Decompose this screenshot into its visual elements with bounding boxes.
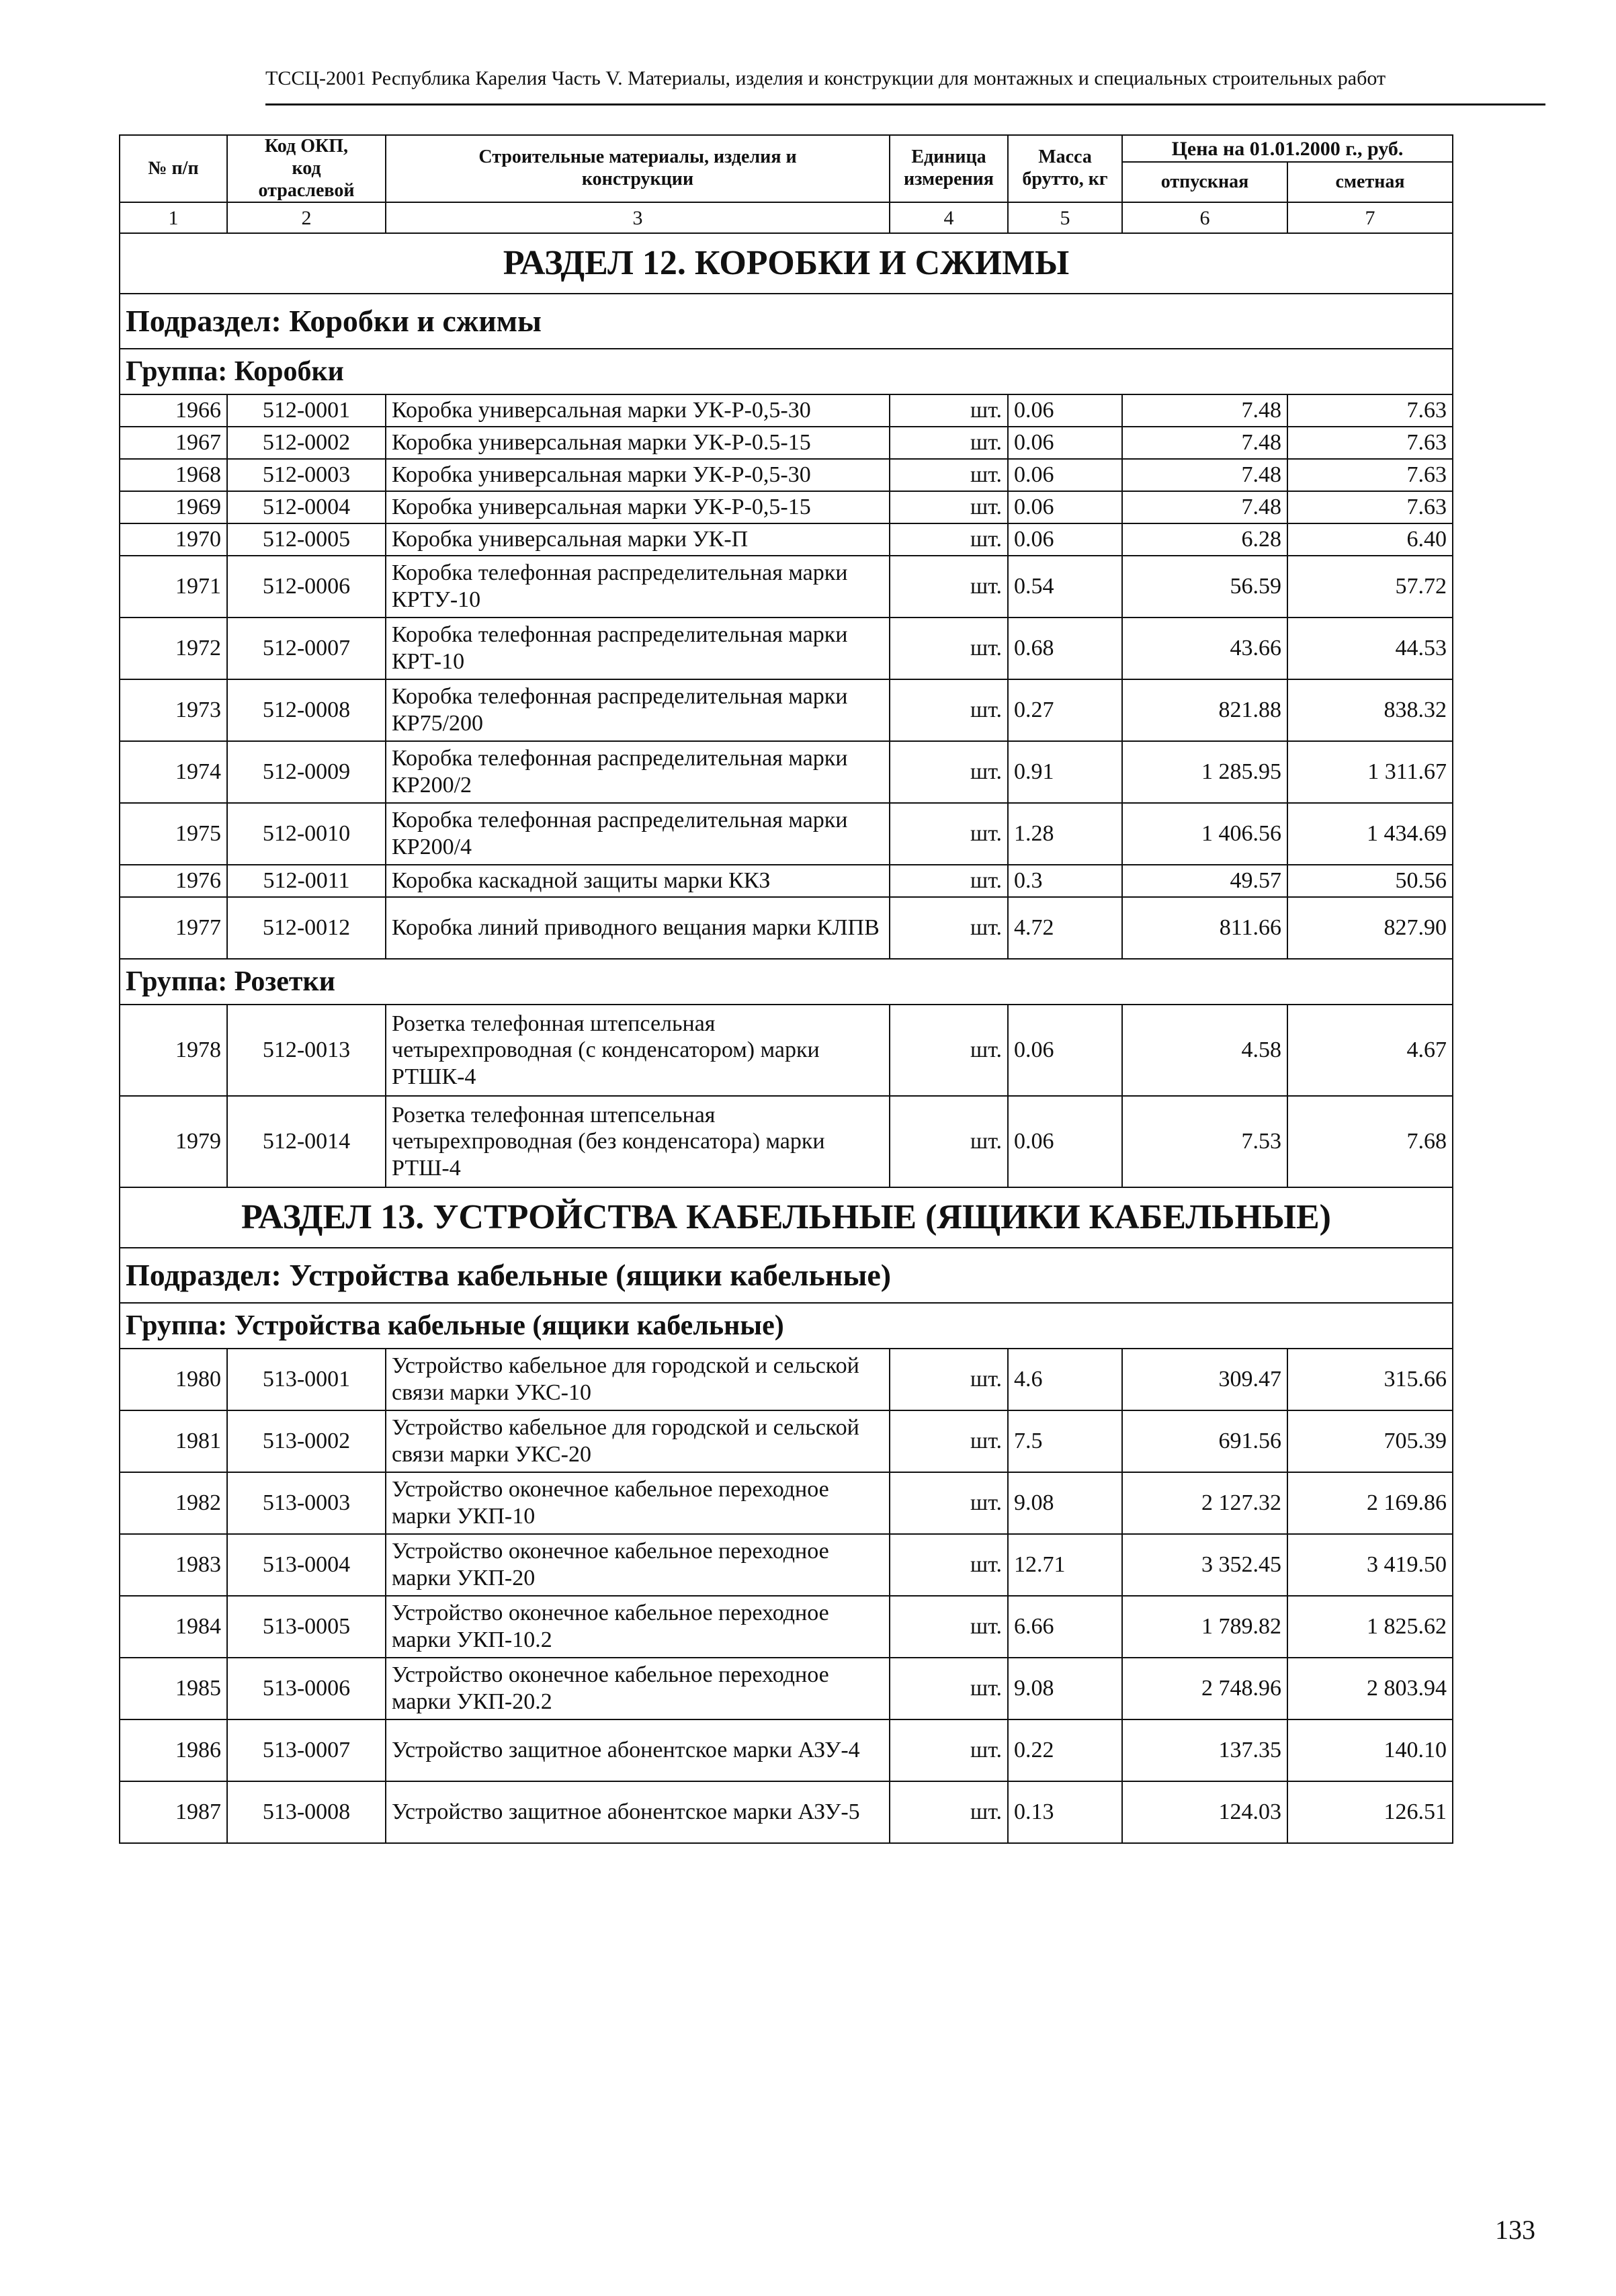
- cell-mass: 9.08: [1008, 1472, 1122, 1534]
- subsection-title-row: [120, 294, 1453, 349]
- cell-price-estimate: 4.67: [1287, 1005, 1453, 1096]
- cell-number: 1970: [120, 523, 227, 556]
- cell-price-release: 43.66: [1122, 618, 1287, 679]
- cell-unit: шт.: [890, 897, 1008, 959]
- col-header-name-line2: конструкции: [581, 169, 694, 190]
- column-number: 6: [1122, 202, 1287, 233]
- price-table: [119, 134, 1453, 1844]
- cell-price-release: 7.48: [1122, 491, 1287, 523]
- cell-unit: шт.: [890, 1596, 1008, 1658]
- cell-mass: 0.13: [1008, 1781, 1122, 1843]
- col-header-price-release: отпускная: [1122, 162, 1287, 202]
- cell-name: Устройство кабельное для городской и сельской связи марки УКС-20: [386, 1410, 890, 1472]
- cell-mass: 0.06: [1008, 523, 1122, 556]
- cell-code: 513-0002: [227, 1410, 386, 1472]
- cell-price-release: 137.35: [1122, 1719, 1287, 1781]
- cell-number: 1969: [120, 491, 227, 523]
- group-title: Группа: Устройства кабельные (ящики кабельные): [120, 1303, 1453, 1349]
- cell-price-estimate: 827.90: [1287, 897, 1453, 959]
- column-number: 2: [227, 202, 386, 233]
- cell-number: 1987: [120, 1781, 227, 1843]
- table-row: [120, 491, 1453, 523]
- cell-mass: 0.27: [1008, 679, 1122, 741]
- cell-number: 1968: [120, 459, 227, 491]
- cell-price-estimate: 705.39: [1287, 1410, 1453, 1472]
- table-row: [120, 1596, 1453, 1658]
- cell-unit: шт.: [890, 865, 1008, 897]
- cell-mass: 4.72: [1008, 897, 1122, 959]
- cell-price-estimate: 2 169.86: [1287, 1472, 1453, 1534]
- cell-unit: шт.: [890, 1349, 1008, 1410]
- col-header-unit: [890, 135, 1008, 202]
- cell-unit: шт.: [890, 1472, 1008, 1534]
- table-row: [120, 1005, 1453, 1096]
- section-title: РАЗДЕЛ 13. УСТРОЙСТВА КАБЕЛЬНЫЕ (ЯЩИКИ КАБЕЛЬНЫЕ): [120, 1187, 1453, 1248]
- cell-mass: 6.66: [1008, 1596, 1122, 1658]
- cell-number: 1966: [120, 394, 227, 427]
- cell-name: Устройство оконечное кабельное переходное марки УКП-10.2: [386, 1596, 890, 1658]
- cell-number: 1982: [120, 1472, 227, 1534]
- col-header-price-estimate: сметная: [1287, 162, 1453, 202]
- table-row: [120, 1534, 1453, 1596]
- cell-mass: 0.91: [1008, 741, 1122, 803]
- cell-number: 1972: [120, 618, 227, 679]
- cell-code: 513-0007: [227, 1719, 386, 1781]
- cell-mass: 9.08: [1008, 1658, 1122, 1719]
- table-row: [120, 803, 1453, 865]
- col-header-name: [386, 135, 890, 202]
- group-title-row: [120, 1303, 1453, 1349]
- cell-number: 1980: [120, 1349, 227, 1410]
- column-number: 3: [386, 202, 890, 233]
- cell-price-estimate: 2 803.94: [1287, 1658, 1453, 1719]
- cell-name: Коробка телефонная распределительная марки КР200/4: [386, 803, 890, 865]
- group-title-row: [120, 959, 1453, 1005]
- cell-code: 513-0005: [227, 1596, 386, 1658]
- cell-price-release: 2 748.96: [1122, 1658, 1287, 1719]
- cell-code: 512-0009: [227, 741, 386, 803]
- cell-name: Коробка универсальная марки УК-П: [386, 523, 890, 556]
- cell-price-estimate: 50.56: [1287, 865, 1453, 897]
- table-row: [120, 427, 1453, 459]
- cell-price-release: 1 285.95: [1122, 741, 1287, 803]
- col-header-mass: [1008, 135, 1122, 202]
- col-header-code-line1: Код ОКП,: [264, 136, 349, 157]
- cell-price-estimate: 315.66: [1287, 1349, 1453, 1410]
- cell-code: 512-0012: [227, 897, 386, 959]
- cell-price-release: 7.53: [1122, 1096, 1287, 1187]
- cell-unit: шт.: [890, 523, 1008, 556]
- column-number: 1: [120, 202, 227, 233]
- cell-name: Розетка телефонная штепсельная четырехпроводная (без конденсатора) марки РТШ-4: [386, 1096, 890, 1187]
- table-row: [120, 459, 1453, 491]
- col-header-mass-line1: Масса: [1038, 146, 1092, 168]
- cell-unit: шт.: [890, 1005, 1008, 1096]
- cell-price-release: 7.48: [1122, 427, 1287, 459]
- cell-code: 512-0001: [227, 394, 386, 427]
- cell-mass: 0.22: [1008, 1719, 1122, 1781]
- cell-price-release: 3 352.45: [1122, 1534, 1287, 1596]
- table-row: [120, 1781, 1453, 1843]
- cell-price-estimate: 6.40: [1287, 523, 1453, 556]
- cell-unit: шт.: [890, 1096, 1008, 1187]
- cell-name: Коробка телефонная распределительная марки КРТ-10: [386, 618, 890, 679]
- cell-unit: шт.: [890, 459, 1008, 491]
- cell-name: Коробка универсальная марки УК-Р-0.5-15: [386, 427, 890, 459]
- cell-number: 1975: [120, 803, 227, 865]
- cell-unit: шт.: [890, 803, 1008, 865]
- cell-unit: шт.: [890, 679, 1008, 741]
- cell-name: Устройство оконечное кабельное переходное марки УКП-20.2: [386, 1658, 890, 1719]
- subsection-title: Подраздел: Коробки и сжимы: [120, 294, 1453, 349]
- cell-mass: 0.06: [1008, 1096, 1122, 1187]
- cell-price-release: 309.47: [1122, 1349, 1287, 1410]
- cell-name: Устройство оконечное кабельное переходное марки УКП-20: [386, 1534, 890, 1596]
- cell-code: 512-0004: [227, 491, 386, 523]
- cell-code: 512-0008: [227, 679, 386, 741]
- cell-mass: 0.54: [1008, 556, 1122, 618]
- table-row: [120, 618, 1453, 679]
- cell-price-release: 811.66: [1122, 897, 1287, 959]
- col-header-code: [227, 135, 386, 202]
- section-title: РАЗДЕЛ 12. КОРОБКИ И СЖИМЫ: [120, 233, 1453, 294]
- cell-mass: 0.68: [1008, 618, 1122, 679]
- col-header-code-line3: отраслевой: [258, 179, 355, 201]
- cell-name: Розетка телефонная штепсельная четырехпроводная (с конденсатором) марки РТШК-4: [386, 1005, 890, 1096]
- table-row: [120, 865, 1453, 897]
- cell-price-release: 1 789.82: [1122, 1596, 1287, 1658]
- table-body: [120, 233, 1453, 1843]
- column-number: 4: [890, 202, 1008, 233]
- cell-code: 512-0006: [227, 556, 386, 618]
- cell-number: 1978: [120, 1005, 227, 1096]
- cell-price-estimate: 7.63: [1287, 459, 1453, 491]
- cell-name: Устройство защитное абонентское марки АЗУ-5: [386, 1781, 890, 1843]
- table-row: [120, 556, 1453, 618]
- cell-price-estimate: 7.63: [1287, 394, 1453, 427]
- cell-number: 1985: [120, 1658, 227, 1719]
- cell-number: 1979: [120, 1096, 227, 1187]
- col-header-mass-line2: брутто, кг: [1022, 169, 1108, 190]
- cell-number: 1973: [120, 679, 227, 741]
- cell-code: 512-0007: [227, 618, 386, 679]
- table-row: [120, 1349, 1453, 1410]
- table-row: [120, 394, 1453, 427]
- cell-mass: 4.6: [1008, 1349, 1122, 1410]
- cell-price-release: 49.57: [1122, 865, 1287, 897]
- cell-price-release: 124.03: [1122, 1781, 1287, 1843]
- cell-code: 512-0003: [227, 459, 386, 491]
- table-row: [120, 741, 1453, 803]
- cell-name: Коробка телефонная распределительная марки КРТУ-10: [386, 556, 890, 618]
- cell-mass: 0.3: [1008, 865, 1122, 897]
- cell-code: 513-0006: [227, 1658, 386, 1719]
- column-number: 7: [1287, 202, 1453, 233]
- cell-price-estimate: 44.53: [1287, 618, 1453, 679]
- cell-number: 1984: [120, 1596, 227, 1658]
- cell-number: 1967: [120, 427, 227, 459]
- cell-price-estimate: 7.63: [1287, 491, 1453, 523]
- table-row: [120, 523, 1453, 556]
- cell-name: Коробка телефонная распределительная марки КР75/200: [386, 679, 890, 741]
- cell-mass: 1.28: [1008, 803, 1122, 865]
- cell-code: 512-0013: [227, 1005, 386, 1096]
- cell-price-estimate: 1 434.69: [1287, 803, 1453, 865]
- cell-price-estimate: 7.63: [1287, 427, 1453, 459]
- cell-number: 1986: [120, 1719, 227, 1781]
- cell-name: Коробка телефонная распределительная марки КР200/2: [386, 741, 890, 803]
- table-row: [120, 1719, 1453, 1781]
- cell-price-estimate: 57.72: [1287, 556, 1453, 618]
- cell-unit: шт.: [890, 1534, 1008, 1596]
- cell-code: 513-0008: [227, 1781, 386, 1843]
- page-header: ТССЦ-2001 Республика Карелия Часть V. Материалы, изделия и конструкции для монтажных и специальных строительных работ: [265, 67, 1386, 89]
- header-divider: [265, 103, 1545, 105]
- cell-code: 512-0010: [227, 803, 386, 865]
- table-row: [120, 1658, 1453, 1719]
- cell-code: 512-0005: [227, 523, 386, 556]
- table-row: [120, 1096, 1453, 1187]
- cell-code: 512-0014: [227, 1096, 386, 1187]
- cell-mass: 0.06: [1008, 427, 1122, 459]
- cell-unit: шт.: [890, 1658, 1008, 1719]
- group-title-row: [120, 349, 1453, 394]
- cell-mass: 0.06: [1008, 1005, 1122, 1096]
- cell-name: Коробка универсальная марки УК-Р-0,5-30: [386, 459, 890, 491]
- cell-name: Коробка каскадной защиты марки ККЗ: [386, 865, 890, 897]
- col-header-name-line1: Строительные материалы, изделия и: [478, 146, 797, 168]
- cell-unit: шт.: [890, 1719, 1008, 1781]
- column-number-row: [120, 202, 1453, 233]
- cell-number: 1976: [120, 865, 227, 897]
- cell-code: 513-0004: [227, 1534, 386, 1596]
- cell-code: 513-0003: [227, 1472, 386, 1534]
- cell-number: 1977: [120, 897, 227, 959]
- cell-price-estimate: 1 311.67: [1287, 741, 1453, 803]
- table-row: [120, 679, 1453, 741]
- col-header-unit-line2: измерения: [904, 169, 994, 190]
- cell-unit: шт.: [890, 394, 1008, 427]
- cell-mass: 7.5: [1008, 1410, 1122, 1472]
- cell-price-estimate: 838.32: [1287, 679, 1453, 741]
- cell-price-estimate: 3 419.50: [1287, 1534, 1453, 1596]
- cell-number: 1974: [120, 741, 227, 803]
- cell-unit: шт.: [890, 618, 1008, 679]
- subsection-title-row: [120, 1248, 1453, 1303]
- cell-price-estimate: 1 825.62: [1287, 1596, 1453, 1658]
- cell-unit: шт.: [890, 1781, 1008, 1843]
- group-title: Группа: Розетки: [120, 959, 1453, 1005]
- cell-name: Коробка универсальная марки УК-Р-0,5-30: [386, 394, 890, 427]
- table-row: [120, 897, 1453, 959]
- section-title-row: [120, 233, 1453, 294]
- cell-price-release: 4.58: [1122, 1005, 1287, 1096]
- section-title-row: [120, 1187, 1453, 1248]
- cell-code: 512-0011: [227, 865, 386, 897]
- col-header-price-group: Цена на 01.01.2000 г., руб.: [1122, 135, 1453, 162]
- cell-price-release: 2 127.32: [1122, 1472, 1287, 1534]
- cell-number: 1981: [120, 1410, 227, 1472]
- cell-number: 1971: [120, 556, 227, 618]
- cell-code: 513-0001: [227, 1349, 386, 1410]
- cell-price-release: 821.88: [1122, 679, 1287, 741]
- cell-unit: шт.: [890, 491, 1008, 523]
- cell-price-estimate: 126.51: [1287, 1781, 1453, 1843]
- subsection-title: Подраздел: Устройства кабельные (ящики кабельные): [120, 1248, 1453, 1303]
- cell-price-release: 56.59: [1122, 556, 1287, 618]
- cell-name: Устройство оконечное кабельное переходное марки УКП-10: [386, 1472, 890, 1534]
- table-header-row: [120, 135, 1453, 162]
- cell-mass: 0.06: [1008, 491, 1122, 523]
- cell-mass: 0.06: [1008, 394, 1122, 427]
- cell-unit: шт.: [890, 1410, 1008, 1472]
- page-number: 133: [1495, 2215, 1535, 2245]
- cell-price-release: 1 406.56: [1122, 803, 1287, 865]
- table-row: [120, 1410, 1453, 1472]
- col-header-unit-line1: Единица: [911, 146, 986, 168]
- cell-price-release: 691.56: [1122, 1410, 1287, 1472]
- col-header-no: № п/п: [120, 135, 227, 202]
- cell-unit: шт.: [890, 741, 1008, 803]
- col-header-code-line2: код: [292, 157, 321, 179]
- cell-price-estimate: 7.68: [1287, 1096, 1453, 1187]
- group-title: Группа: Коробки: [120, 349, 1453, 394]
- cell-name: Устройство кабельное для городской и сельской связи марки УКС-10: [386, 1349, 890, 1410]
- cell-number: 1983: [120, 1534, 227, 1596]
- cell-price-estimate: 140.10: [1287, 1719, 1453, 1781]
- cell-price-release: 6.28: [1122, 523, 1287, 556]
- cell-name: Устройство защитное абонентское марки АЗУ-4: [386, 1719, 890, 1781]
- cell-price-release: 7.48: [1122, 394, 1287, 427]
- cell-code: 512-0002: [227, 427, 386, 459]
- cell-unit: шт.: [890, 556, 1008, 618]
- column-number: 5: [1008, 202, 1122, 233]
- cell-name: Коробка универсальная марки УК-Р-0,5-15: [386, 491, 890, 523]
- cell-name: Коробка линий приводного вещания марки КЛПВ: [386, 897, 890, 959]
- cell-unit: шт.: [890, 427, 1008, 459]
- table-row: [120, 1472, 1453, 1534]
- cell-price-release: 7.48: [1122, 459, 1287, 491]
- cell-mass: 0.06: [1008, 459, 1122, 491]
- cell-mass: 12.71: [1008, 1534, 1122, 1596]
